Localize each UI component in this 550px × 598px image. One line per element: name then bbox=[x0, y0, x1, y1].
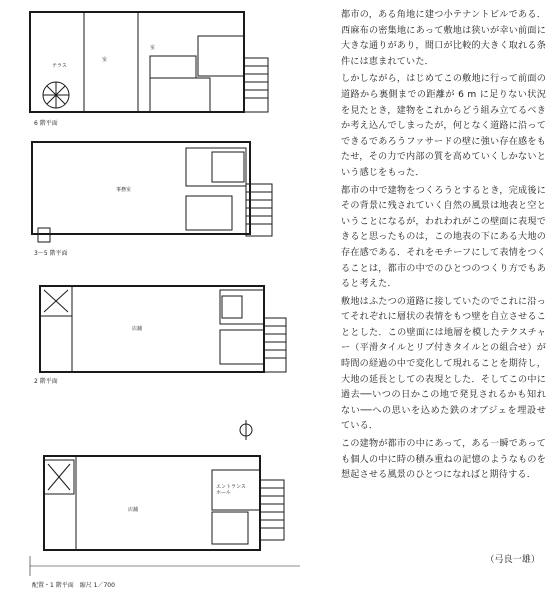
floor1-caption: 配置・1 階平面 縮尺 1／700 bbox=[32, 582, 115, 589]
paragraph: 都市の，ある角地に建つ小テナントビルである．西麻布の密集地にあって敷地は狭いが幸い前面に大きな通りがあり，間口が比較的大きく取れる条件には恵まれていた． bbox=[341, 10, 546, 67]
room-label-entrance-hall: エントランス ホール bbox=[216, 484, 246, 496]
article-text bbox=[341, 8, 546, 593]
room-label-shop: 店舗 bbox=[132, 326, 143, 332]
room-label-shop: 店舗 bbox=[128, 507, 139, 513]
floor3to5-caption: 3～5 階平面 bbox=[34, 250, 68, 257]
room-label-office: 事務室 bbox=[116, 187, 132, 193]
floor2-caption: 2 階平面 bbox=[34, 378, 58, 385]
room-label: 室 bbox=[102, 57, 108, 63]
author-signature: （弓良一雄） bbox=[485, 555, 540, 565]
room-label: 室 bbox=[150, 45, 156, 51]
paragraph: この建物が都市の中にあって，ある一瞬であっても個人の中に時の積み重ねの記憶のようなものを想起させる風景のひとつになればと期待する． bbox=[341, 439, 546, 481]
paragraph: しかしながら，はじめてこの敷地に行って前面の道路から裏側までの距離が 6 m に足りない状況を見たとき，建物をこれからどう組み立てるべきか考え込んでしまったが，何となく道路に沿ってできるであろうファサードの壁に強い存在感をもたせ，その力で内部の質を高めていくしかないという感じをもった． bbox=[341, 74, 546, 178]
plan-1f bbox=[30, 456, 300, 576]
plan-3-5f bbox=[32, 142, 272, 242]
floor6-caption: 6 階平面 bbox=[34, 120, 58, 127]
plan-2f bbox=[40, 286, 286, 440]
paragraph: 敷地はふたつの道路に接していたのでこれに沿ってそれぞれに層状の表情をもつ壁を自立させることとした．この壁面には地層を模したテクスチャー（平滑タイルとリブ付きタイルとの組合せ）が時間の経過の中で変化して現れることを期待し，大地の延長としての表現とした．そしてこの中に過去──いつの日かこの地で発見されるかも知れない──への思いを込めた鉄のオブジェを埋設せている． bbox=[341, 296, 546, 432]
paragraph: 都市の中で建物をつくろうとするとき，完成後にその背景に残されていく自然の風景は地表と空ということになるが，われわれがこの壁面に表現できると思ったものは，この地表の下にある大地の存在感である．それをモチーフにして表情をつくることは，都市の中でのひとつのつくり方でもあると考えた． bbox=[341, 185, 546, 290]
room-label-terrace: テラス bbox=[52, 63, 67, 69]
